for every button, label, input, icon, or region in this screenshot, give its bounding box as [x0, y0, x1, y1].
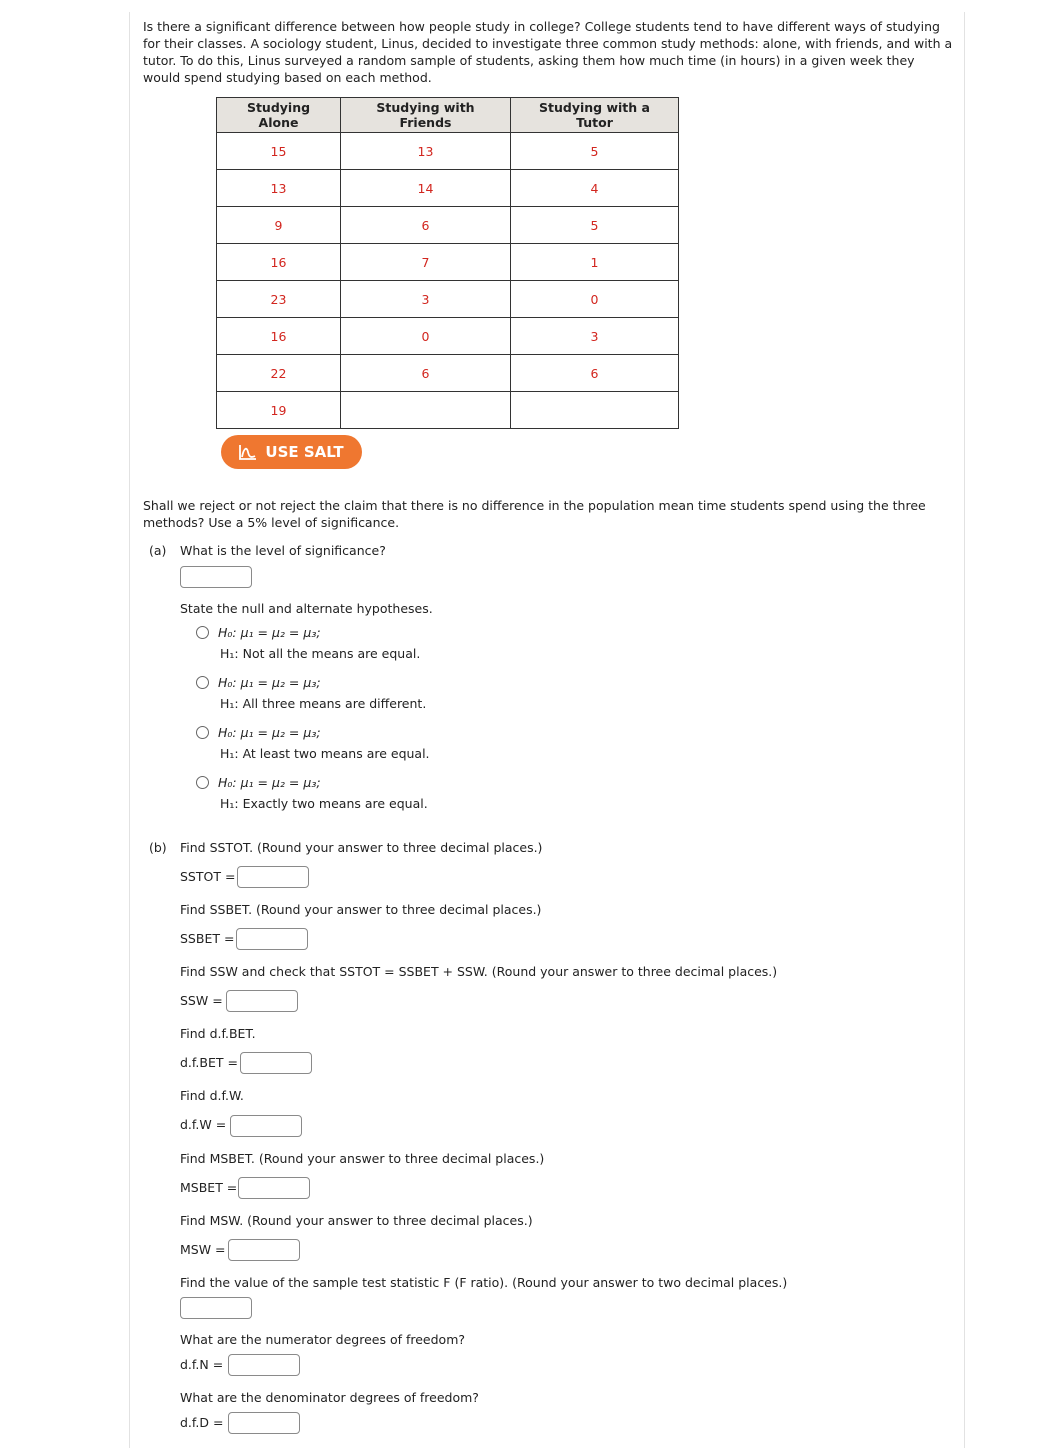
part-a-label: (a)	[149, 543, 167, 558]
label-dfn: d.f.N =	[180, 1357, 224, 1372]
table-row	[217, 318, 679, 355]
col-header-alone: Studying Alone	[217, 98, 341, 133]
label-msw: MSW =	[180, 1242, 226, 1257]
label-ssw: SSW =	[180, 993, 223, 1008]
intro-text: Is there a significant difference between how people study in college? College students tend to have different ways of studying for their classes. A sociology student, Linus, decided to investigate three common study methods: alone, with friends, and with a tutor. To do this, Linus surveyed a random sample of students, asking them how much time (in hours) in a given week they would spend studying based on each method.	[143, 19, 953, 85]
table-cell: 9	[217, 207, 341, 244]
table-cell	[341, 392, 511, 429]
table-cell: 16	[217, 244, 341, 281]
table-row	[217, 170, 679, 207]
label-sstot: SSTOT =	[180, 869, 236, 884]
f-ratio-input[interactable]	[180, 1297, 252, 1319]
q-ssw: Find SSW and check that SSTOT = SSBET + SSW. (Round your answer to three decimal places.)	[180, 964, 778, 979]
q-dfd: What are the denominator degrees of freedom?	[180, 1390, 479, 1405]
dfn-input[interactable]	[228, 1354, 300, 1376]
h0-text-3: H₀: μ₁ = μ₂ = μ₃;	[218, 725, 321, 740]
col-header-friends: Studying with Friends	[341, 98, 511, 133]
q-msw: Find MSW. (Round your answer to three decimal places.)	[180, 1213, 533, 1228]
table-cell: 5	[511, 133, 679, 170]
table-cell: 6	[341, 355, 511, 392]
table-cell: 1	[511, 244, 679, 281]
table-row	[217, 392, 679, 429]
label-ssbet: SSBET =	[180, 931, 235, 946]
table-cell: 7	[341, 244, 511, 281]
hypothesis-option-4-radio[interactable]	[196, 776, 209, 789]
table-cell: 0	[511, 281, 679, 318]
col-header-tutor: Studying with a Tutor	[511, 98, 679, 133]
table-cell: 6	[511, 355, 679, 392]
h1-text-4: H₁: Exactly two means are equal.	[220, 796, 428, 811]
h0-text-2: H₀: μ₁ = μ₂ = μ₃;	[218, 675, 321, 690]
salt-chart-icon	[239, 444, 257, 460]
hypotheses-prompt: State the null and alternate hypotheses.	[180, 601, 433, 616]
dfbet-input[interactable]	[240, 1052, 312, 1074]
label-dfw: d.f.W =	[180, 1117, 227, 1132]
table-cell: 23	[217, 281, 341, 318]
q-dfn: What are the numerator degrees of freedom?	[180, 1332, 466, 1347]
q-f-ratio: Find the value of the sample test statistic F (F ratio). (Round your answer to two decimal places.)	[180, 1275, 788, 1290]
q-dfbet: Find d.f.BET.	[180, 1026, 256, 1041]
q-ssbet: Find SSBET. (Round your answer to three decimal places.)	[180, 902, 542, 917]
significance-input[interactable]	[180, 566, 252, 588]
part-b-label: (b)	[149, 840, 167, 855]
use-salt-button[interactable]	[221, 435, 362, 469]
table-cell: 19	[217, 392, 341, 429]
claim-text: Shall we reject or not reject the claim that there is no difference in the population mean time students spend using the three methods? Use a 5% level of significance.	[143, 498, 926, 530]
table-row	[217, 244, 679, 281]
dfw-input[interactable]	[230, 1115, 302, 1137]
h1-text-1: H₁: Not all the means are equal.	[220, 646, 421, 661]
table-cell: 6	[341, 207, 511, 244]
h1-text-2: H₁: All three means are different.	[220, 696, 427, 711]
part-a-question: What is the level of significance?	[180, 543, 386, 558]
table-cell: 14	[341, 170, 511, 207]
h0-text-1: H₀: μ₁ = μ₂ = μ₃;	[218, 625, 321, 640]
table-cell: 5	[511, 207, 679, 244]
table-row	[217, 281, 679, 318]
table-cell: 15	[217, 133, 341, 170]
dfd-input[interactable]	[228, 1412, 300, 1434]
label-dfbet: d.f.BET =	[180, 1055, 238, 1070]
table-row	[217, 133, 679, 170]
label-msbet: MSBET =	[180, 1180, 238, 1195]
label-dfd: d.f.D =	[180, 1415, 224, 1430]
hypothesis-option-3-radio[interactable]	[196, 726, 209, 739]
table-cell: 0	[341, 318, 511, 355]
table-row	[217, 207, 679, 244]
table-cell: 16	[217, 318, 341, 355]
table-cell: 22	[217, 355, 341, 392]
ssw-input[interactable]	[226, 990, 298, 1012]
hypothesis-option-1-radio[interactable]	[196, 626, 209, 639]
table-row	[217, 355, 679, 392]
msw-input[interactable]	[228, 1239, 300, 1261]
q-dfw: Find d.f.W.	[180, 1088, 244, 1103]
table-cell: 3	[511, 318, 679, 355]
table-cell: 3	[341, 281, 511, 318]
msbet-input[interactable]	[238, 1177, 310, 1199]
use-salt-label: USE SALT	[265, 443, 344, 461]
table-cell: 13	[217, 170, 341, 207]
table-cell	[511, 392, 679, 429]
q-sstot: Find SSTOT. (Round your answer to three decimal places.)	[180, 840, 543, 855]
h1-text-3: H₁: At least two means are equal.	[220, 746, 430, 761]
hypothesis-option-2-radio[interactable]	[196, 676, 209, 689]
h0-text-4: H₀: μ₁ = μ₂ = μ₃;	[218, 775, 321, 790]
ssbet-input[interactable]	[236, 928, 308, 950]
data-table	[216, 97, 679, 429]
table-cell: 13	[341, 133, 511, 170]
q-msbet: Find MSBET. (Round your answer to three decimal places.)	[180, 1151, 545, 1166]
sstot-input[interactable]	[237, 866, 309, 888]
table-cell: 4	[511, 170, 679, 207]
